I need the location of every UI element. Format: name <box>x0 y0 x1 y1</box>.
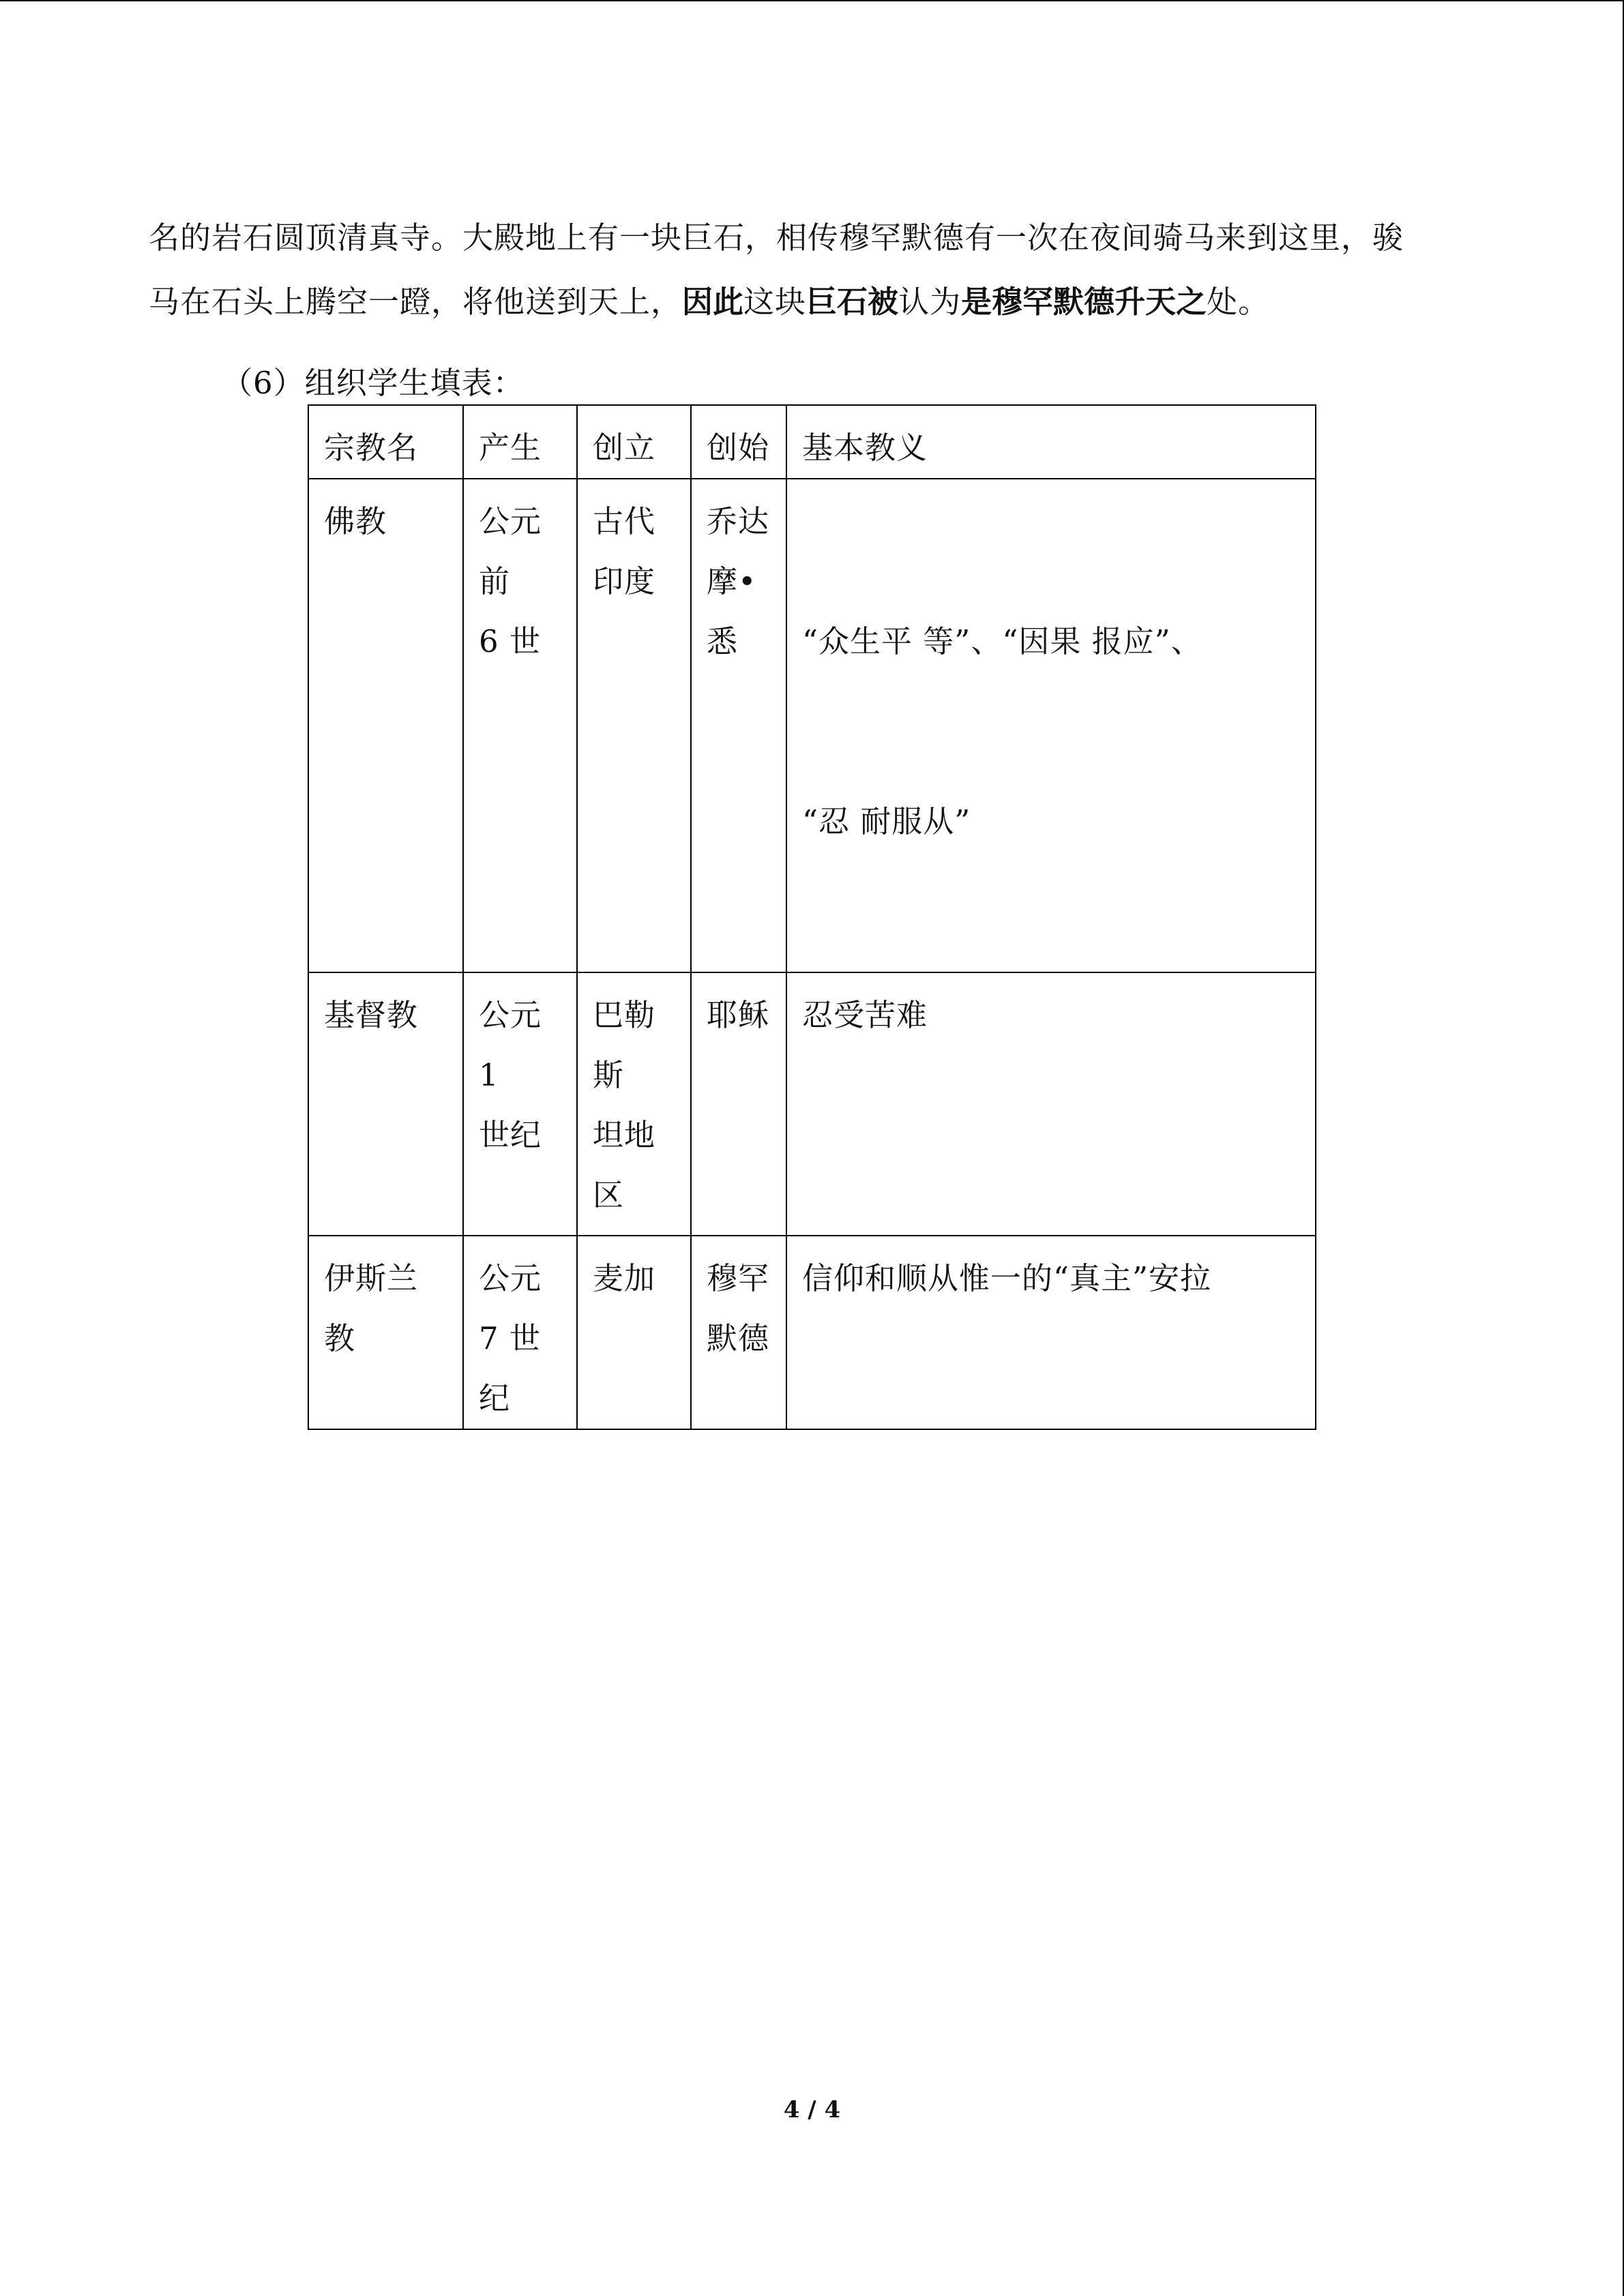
cell-line: 7 世 <box>479 1320 541 1356</box>
cell-line: 乔达 <box>707 503 770 539</box>
cell-line: 信仰和顺从惟一的“真主”安拉 <box>802 1260 1212 1296</box>
cell-line: “众生平 等”、“因果 报应”、 <box>802 623 1202 659</box>
cell-line: 印度 <box>593 563 656 599</box>
cell-line: 基督教 <box>324 997 419 1033</box>
cell-line: 公元 <box>479 1260 542 1296</box>
cell-line: 穆罕 <box>707 1260 770 1296</box>
cell-origin-time <box>463 972 577 1236</box>
religion-table <box>308 404 1316 1430</box>
bold-text-run: 是穆罕默德升天之 <box>961 284 1207 320</box>
cell-religion-name <box>308 972 463 1236</box>
cell-doctrine <box>786 972 1316 1236</box>
cell-founder <box>691 479 786 972</box>
header-cell-doctrine: 基本教义 <box>786 405 1316 479</box>
cell-founding-place <box>577 1236 691 1429</box>
table-header-row <box>308 405 1316 479</box>
cell-line: 巴勒 <box>593 997 656 1033</box>
page-number: 4 / 4 <box>783 2096 841 2123</box>
cell-line: 耶稣 <box>707 997 770 1033</box>
cell-line: 纪 <box>479 1380 511 1416</box>
text-run: 马在石头上腾空一蹬，将他送到天上， <box>149 284 683 320</box>
body-paragraph-line-1: 名的岩石圆顶清真寺。大殿地上有一块巨石，相传穆罕默德有一次在夜间骑马来到这里，骏 <box>149 220 1404 256</box>
header-cell-origin-time: 产生 <box>463 405 577 479</box>
cell-line: 伊斯兰 <box>324 1260 419 1296</box>
text-run: 认为 <box>898 284 962 320</box>
cell-line: 公元 <box>479 503 542 539</box>
cell-line: 悉 <box>707 623 739 659</box>
table-row-buddhism <box>308 479 1316 972</box>
table-row-islam <box>308 1236 1316 1429</box>
cell-line: 区 <box>593 1177 625 1213</box>
cell-line: 忍受苦难 <box>802 997 928 1033</box>
cell-line: 摩• <box>707 563 757 599</box>
cell-founder <box>691 1236 786 1429</box>
cell-doctrine <box>786 1236 1316 1429</box>
cell-founder <box>691 972 786 1236</box>
section-heading: （6）组织学生填表： <box>222 365 525 401</box>
header-cell-founding-place: 创立 <box>577 405 691 479</box>
cell-line: 公元 <box>479 997 542 1033</box>
bold-text-run: 因此 <box>682 284 744 320</box>
table-row-christianity <box>308 972 1316 1236</box>
cell-line: 古代 <box>593 503 656 539</box>
cell-line: 世纪 <box>479 1117 542 1153</box>
cell-line: 坦地 <box>593 1117 656 1153</box>
cell-line: 佛教 <box>324 503 387 539</box>
cell-line: 1 <box>479 1057 499 1093</box>
cell-founding-place <box>577 479 691 972</box>
cell-line: 默德 <box>707 1320 770 1356</box>
cell-religion-name <box>308 479 463 972</box>
text-run: 处。 <box>1207 284 1270 320</box>
cell-origin-time <box>463 1236 577 1429</box>
cell-line: “忍 耐服从” <box>802 803 971 839</box>
cell-line: 斯 <box>593 1057 625 1093</box>
cell-line: 前 <box>479 563 511 599</box>
body-paragraph-line-2 <box>149 270 1462 334</box>
cell-origin-time <box>463 479 577 972</box>
cell-religion-name <box>308 1236 463 1429</box>
cell-doctrine <box>786 479 1316 972</box>
cell-line: 教 <box>324 1320 356 1356</box>
cell-line: 6 世 <box>479 623 541 659</box>
bold-text-run: 巨石被 <box>806 284 899 320</box>
cell-line: 麦加 <box>593 1260 656 1296</box>
cell-founding-place <box>577 972 691 1236</box>
header-cell-founder: 创始 <box>691 405 786 479</box>
header-cell-religion-name: 宗教名 <box>308 405 463 479</box>
text-run: 这块 <box>743 284 807 320</box>
